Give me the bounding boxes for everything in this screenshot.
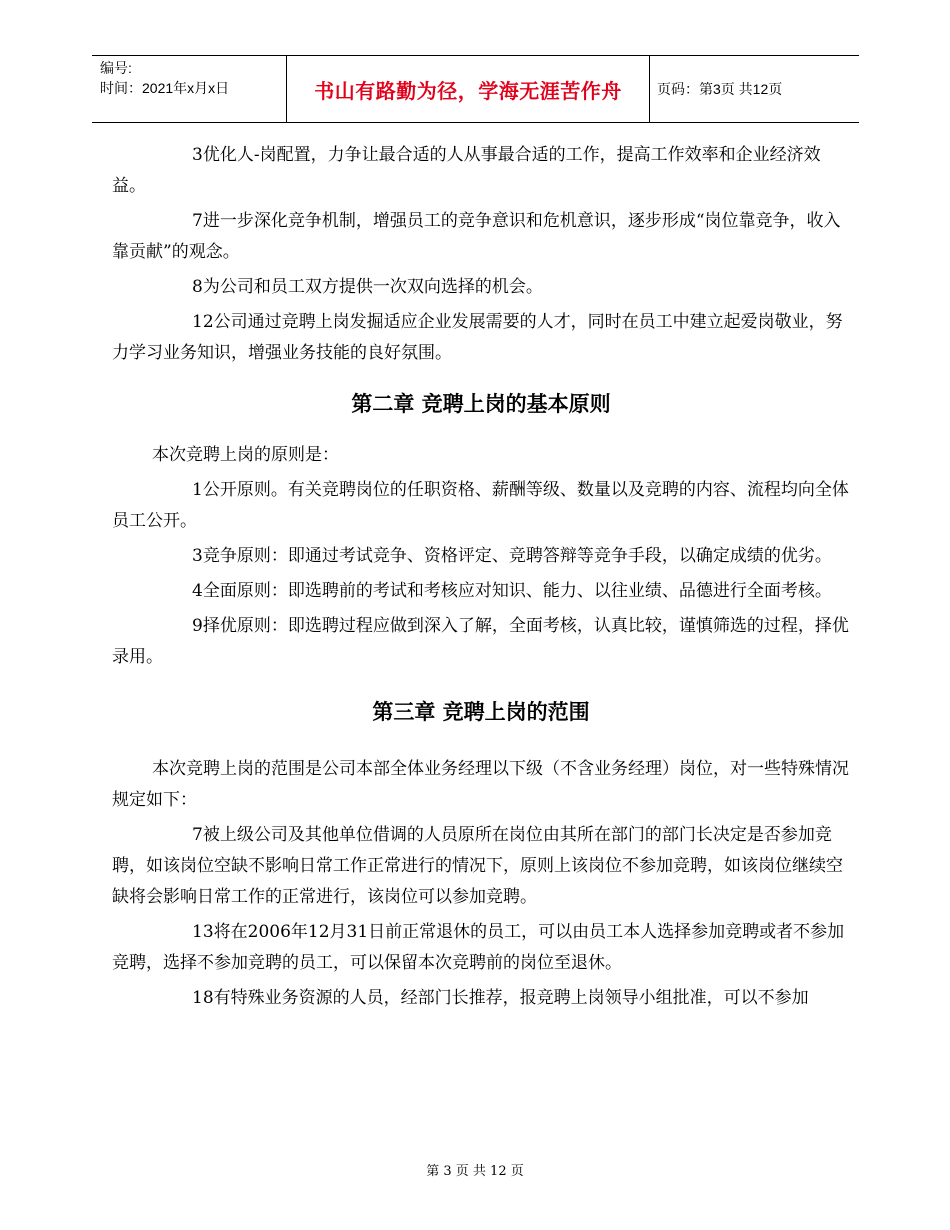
paragraph: 本次竞聘上岗的原则是： (152, 445, 339, 465)
paragraph (112, 576, 850, 607)
page-footer: 第 3 页 共 12 页 (426, 1164, 524, 1179)
paragraph-text: 进一步深化竞争机制，增强员工的竞争意识和危机意识，逐步形成“岗位靠竞争，收入靠贡献”的观念。 (112, 211, 841, 262)
paragraph (112, 272, 850, 303)
paragraph (112, 140, 850, 202)
paragraph-text: 全面原则：即选聘前的考试和考核应对知识、能力、以往业绩、品德进行全面考核。 (202, 581, 832, 601)
paragraph (112, 307, 850, 369)
paragraph-text: 优化人-岗配置，力争让最合适的人从事最合适的工作，提高工作效率和企业经济效益。 (112, 145, 821, 196)
paragraph (112, 475, 850, 537)
header-page-cell (649, 56, 859, 122)
item-number: 7 (192, 825, 203, 845)
paragraph (112, 611, 850, 673)
doc-time-label: 时间：2021年x月x日 (100, 80, 230, 96)
header-meta (92, 56, 286, 122)
item-number: 13 (192, 922, 214, 942)
header-motto-cell (286, 56, 650, 122)
item-number: 4 (192, 581, 203, 601)
paragraph-text: 公开原则。有关竞聘岗位的任职资格、薪酬等级、数量以及竞聘的内容、流程均向全体员工公开。 (112, 480, 849, 531)
paragraph (112, 541, 850, 572)
item-number: 1 (192, 480, 203, 500)
item-number: 9 (192, 616, 203, 636)
paragraph (112, 983, 850, 1014)
paragraph (112, 206, 850, 268)
item-number: 12 (192, 312, 214, 332)
paragraph (112, 820, 850, 913)
paragraph-text: 将在2006年12月31日前正常退休的员工，可以由员工本人选择参加竞聘或者不参加竞聘，选择不参加竞聘的员工，可以保留本次竞聘前的岗位至退休。 (112, 922, 845, 973)
paragraph-text: 为公司和员工双方提供一次双向选择的机会。 (202, 277, 543, 297)
page-header (92, 55, 859, 123)
paragraph (112, 917, 850, 979)
item-number: 7 (192, 211, 203, 231)
item-number: 18 (192, 988, 214, 1008)
paragraph-text: 有特殊业务资源的人员，经部门长推荐，报竞聘上岗领导小组批准，可以不参加 (213, 988, 809, 1008)
header-motto: 书山有路勤为径，学海无涯苦作舟 (314, 78, 622, 103)
document-body (112, 140, 850, 1018)
paragraph-text: 公司通过竞聘上岗发掘适应企业发展需要的人才，同时在员工中建立起爱岗敬业，努力学习业务知识，增强业务技能的良好氛围。 (112, 312, 843, 363)
item-number: 3 (192, 145, 203, 165)
paragraph: 本次竞聘上岗的范围是公司本部全体业务经理以下级（不含业务经理）岗位，对一些特殊情况规定如下： (112, 759, 849, 810)
doc-number-label: 编号: (100, 60, 132, 76)
chapter-heading: 第三章 竞聘上岗的范围 (372, 700, 590, 724)
header-page-label: 页码：第3页 共12页 (657, 81, 783, 97)
paragraph-text: 被上级公司及其他单位借调的人员原所在岗位由其所在部门的部门长决定是否参加竞聘，如该岗位空缺不影响日常工作正常进行的情况下，原则上该岗位不参加竞聘，如该岗位继续空缺将会影响日常工作的正常进行，该岗位可以参加竞聘。 (112, 825, 843, 907)
item-number: 8 (192, 277, 203, 297)
paragraph-text: 竞争原则：即通过考试竞争、资格评定、竞聘答辩等竞争手段，以确定成绩的优劣。 (202, 546, 832, 566)
chapter-heading: 第二章 竞聘上岗的基本原则 (351, 392, 611, 416)
item-number: 3 (192, 546, 203, 566)
paragraph-text: 择优原则：即选聘过程应做到深入了解，全面考核，认真比较，谨慎筛选的过程，择优录用。 (112, 616, 849, 667)
